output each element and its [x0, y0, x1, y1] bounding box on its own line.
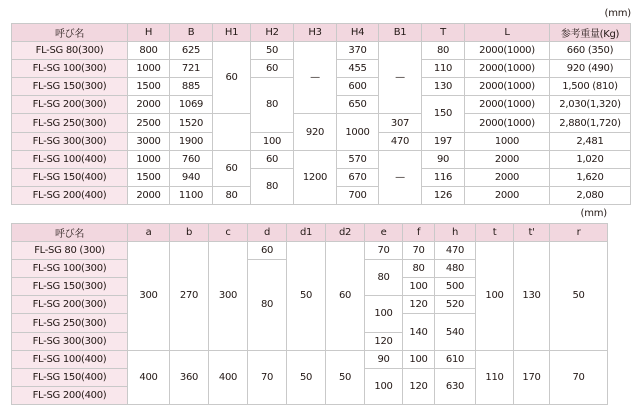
header-cell: H1	[213, 24, 251, 42]
header-cell: B	[170, 24, 213, 42]
table-cell: 2000	[465, 168, 550, 186]
table-cell: 660 (350)	[550, 42, 631, 60]
table-cell: 50	[550, 242, 608, 351]
table-cell: 60	[251, 150, 294, 168]
table-cell: 126	[422, 186, 465, 204]
header-cell: b	[170, 224, 209, 242]
table-cell	[213, 114, 251, 150]
table-cell: 70	[550, 350, 608, 404]
header-cell: 呼び名	[12, 24, 128, 42]
table-cell: 800	[128, 42, 170, 60]
table-cell: 270	[170, 242, 209, 351]
table-cell: —	[379, 150, 422, 204]
table-cell: 80	[251, 78, 294, 132]
model-cell: FL-SG 200(300)	[12, 96, 128, 114]
table-cell: 140	[403, 314, 435, 350]
header-cell: d1	[287, 224, 326, 242]
table-cell: 520	[435, 296, 476, 314]
table-cell: 625	[170, 42, 213, 60]
model-cell: FL-SG 300(300)	[12, 332, 128, 350]
table-cell: 920	[294, 114, 337, 150]
header-cell: d	[248, 224, 287, 242]
table-cell: 2,080	[550, 186, 631, 204]
table-cell: 50	[287, 242, 326, 351]
table-cell: 2,880(1,720)	[550, 114, 631, 132]
header-cell: f	[403, 224, 435, 242]
model-cell: FL-SG 200(300)	[12, 296, 128, 314]
table-cell: 120	[365, 332, 403, 350]
table-cell: 80	[422, 42, 465, 60]
unit-label-bottom: (mm)	[580, 208, 607, 219]
header-cell: t'	[514, 224, 550, 242]
table-cell: 650	[337, 96, 379, 114]
table-header-row	[12, 224, 608, 242]
table-cell: 100	[403, 350, 435, 368]
table-cell: —	[294, 42, 337, 114]
model-cell: FL-SG 100(300)	[12, 60, 128, 78]
table-cell: 940	[170, 168, 213, 186]
model-cell: FL-SG 100(400)	[12, 150, 128, 168]
table-cell: 3000	[128, 132, 170, 150]
model-cell: FL-SG 80 (300)	[12, 242, 128, 260]
table-cell: 2000	[465, 150, 550, 168]
table-cell: 2,030(1,320)	[550, 96, 631, 114]
table-cell: 50	[326, 350, 365, 404]
model-cell: FL-SG 300(300)	[12, 132, 128, 150]
table-cell: 370	[337, 42, 379, 60]
table-cell: 1000	[128, 150, 170, 168]
table-row	[12, 42, 631, 60]
table-cell: 700	[337, 186, 379, 204]
table-cell: 80	[251, 168, 294, 204]
header-cell: H	[128, 24, 170, 42]
table-cell: 170	[514, 350, 550, 404]
table-cell: 50	[251, 42, 294, 60]
header-cell: r	[550, 224, 608, 242]
table-cell: 500	[435, 278, 476, 296]
table-cell: 721	[170, 60, 213, 78]
table-cell: 100	[476, 242, 514, 351]
table-cell: 630	[435, 368, 476, 404]
table-row	[12, 350, 608, 368]
table-cell: 1100	[170, 186, 213, 204]
table-cell: 60	[213, 150, 251, 186]
table-cell: 670	[337, 168, 379, 186]
table-cell: 570	[337, 150, 379, 168]
table-cell: 70	[248, 350, 287, 404]
table-row	[12, 150, 631, 168]
table-cell: 400	[128, 350, 170, 404]
table-cell: 100	[403, 278, 435, 296]
model-cell: FL-SG 80(300)	[12, 42, 128, 60]
table-header-row	[12, 24, 631, 42]
table-cell: 600	[337, 78, 379, 96]
table-cell: 2000	[128, 96, 170, 114]
table-cell: 60	[213, 42, 251, 114]
header-cell: t	[476, 224, 514, 242]
table-cell: 1,500 (810)	[550, 78, 631, 96]
model-cell: FL-SG 150(300)	[12, 278, 128, 296]
table-cell: 197	[422, 132, 465, 150]
header-cell: H2	[251, 24, 294, 42]
table-cell: 2000(1000)	[465, 78, 550, 96]
table-cell: 1500	[128, 168, 170, 186]
table-cell: 885	[170, 78, 213, 96]
table-cell: 2000(1000)	[465, 42, 550, 60]
table-cell: 60	[326, 242, 365, 351]
table-cell: 100	[365, 296, 403, 332]
header-cell: 参考重量(Kg)	[550, 24, 631, 42]
model-cell: FL-SG 200(400)	[12, 386, 128, 404]
header-cell: 呼び名	[12, 224, 128, 242]
table-cell: 1000	[337, 114, 379, 150]
model-cell: FL-SG 250(300)	[12, 114, 128, 132]
table-cell: 80	[248, 260, 287, 350]
header-cell: L	[465, 24, 550, 42]
table-cell: 470	[435, 242, 476, 260]
header-cell: c	[209, 224, 248, 242]
table-cell: 60	[248, 242, 287, 260]
header-cell: B1	[379, 24, 422, 42]
table-cell: 1900	[170, 132, 213, 150]
table-cell: 360	[170, 350, 209, 404]
model-cell: FL-SG 200(400)	[12, 186, 128, 204]
model-cell: FL-SG 250(300)	[12, 314, 128, 332]
table-row	[12, 114, 631, 132]
table-cell: 116	[422, 168, 465, 186]
table-cell: 80	[365, 260, 403, 296]
model-cell: FL-SG 150(400)	[12, 368, 128, 386]
spec-table-dimensions	[11, 23, 631, 205]
table-cell: 1200	[294, 150, 337, 204]
unit-label-top: (mm)	[604, 8, 631, 19]
table-cell: 1069	[170, 96, 213, 114]
header-cell: d2	[326, 224, 365, 242]
table-cell: 455	[337, 60, 379, 78]
table-cell: 80	[403, 260, 435, 278]
table-cell: 300	[209, 242, 248, 351]
table-cell: 1520	[170, 114, 213, 132]
table-cell: 470	[379, 132, 422, 150]
table-cell: 307	[379, 114, 422, 132]
table-cell: 1,620	[550, 168, 631, 186]
table-row	[12, 242, 608, 260]
table-cell: 90	[422, 150, 465, 168]
table-cell: 70	[365, 242, 403, 260]
table-cell: 1,020	[550, 150, 631, 168]
table-cell: 300	[128, 242, 170, 351]
table-cell: 920 (490)	[550, 60, 631, 78]
header-cell: T	[422, 24, 465, 42]
table-cell: 1000	[465, 132, 550, 150]
table-cell: 90	[365, 350, 403, 368]
table-cell: 80	[213, 186, 251, 204]
model-cell: FL-SG 150(400)	[12, 168, 128, 186]
table-cell: 540	[435, 314, 476, 350]
table-cell: 2000	[128, 186, 170, 204]
table-cell: 610	[435, 350, 476, 368]
table-cell: 1500	[128, 78, 170, 96]
table-cell: 100	[251, 132, 294, 150]
header-cell: H4	[337, 24, 379, 42]
table-cell: 120	[403, 296, 435, 314]
model-cell: FL-SG 100(400)	[12, 350, 128, 368]
table-cell: 1000	[128, 60, 170, 78]
table-cell: 2000(1000)	[465, 114, 550, 132]
table-cell: 400	[209, 350, 248, 404]
table-cell: 130	[514, 242, 550, 351]
table-cell: —	[379, 42, 422, 114]
table-cell: 50	[287, 350, 326, 404]
table-cell: 120	[403, 368, 435, 404]
table-cell: 2,481	[550, 132, 631, 150]
table-cell: 2000(1000)	[465, 60, 550, 78]
header-cell: a	[128, 224, 170, 242]
model-cell: FL-SG 100(300)	[12, 260, 128, 278]
table-cell: 130	[422, 78, 465, 96]
table-cell: 2500	[128, 114, 170, 132]
table-cell: 2000	[465, 186, 550, 204]
model-cell: FL-SG 150(300)	[12, 78, 128, 96]
table-cell: 110	[476, 350, 514, 404]
header-cell: H3	[294, 24, 337, 42]
header-cell: e	[365, 224, 403, 242]
table-cell: 60	[251, 60, 294, 78]
table-cell: 2000(1000)	[465, 96, 550, 114]
header-cell: h	[435, 224, 476, 242]
table-cell: 150	[422, 96, 465, 132]
table-cell: 100	[365, 368, 403, 404]
table-cell: 110	[422, 60, 465, 78]
table-cell: 70	[403, 242, 435, 260]
spec-table-details	[11, 223, 608, 405]
table-cell: 480	[435, 260, 476, 278]
table-cell: 760	[170, 150, 213, 168]
